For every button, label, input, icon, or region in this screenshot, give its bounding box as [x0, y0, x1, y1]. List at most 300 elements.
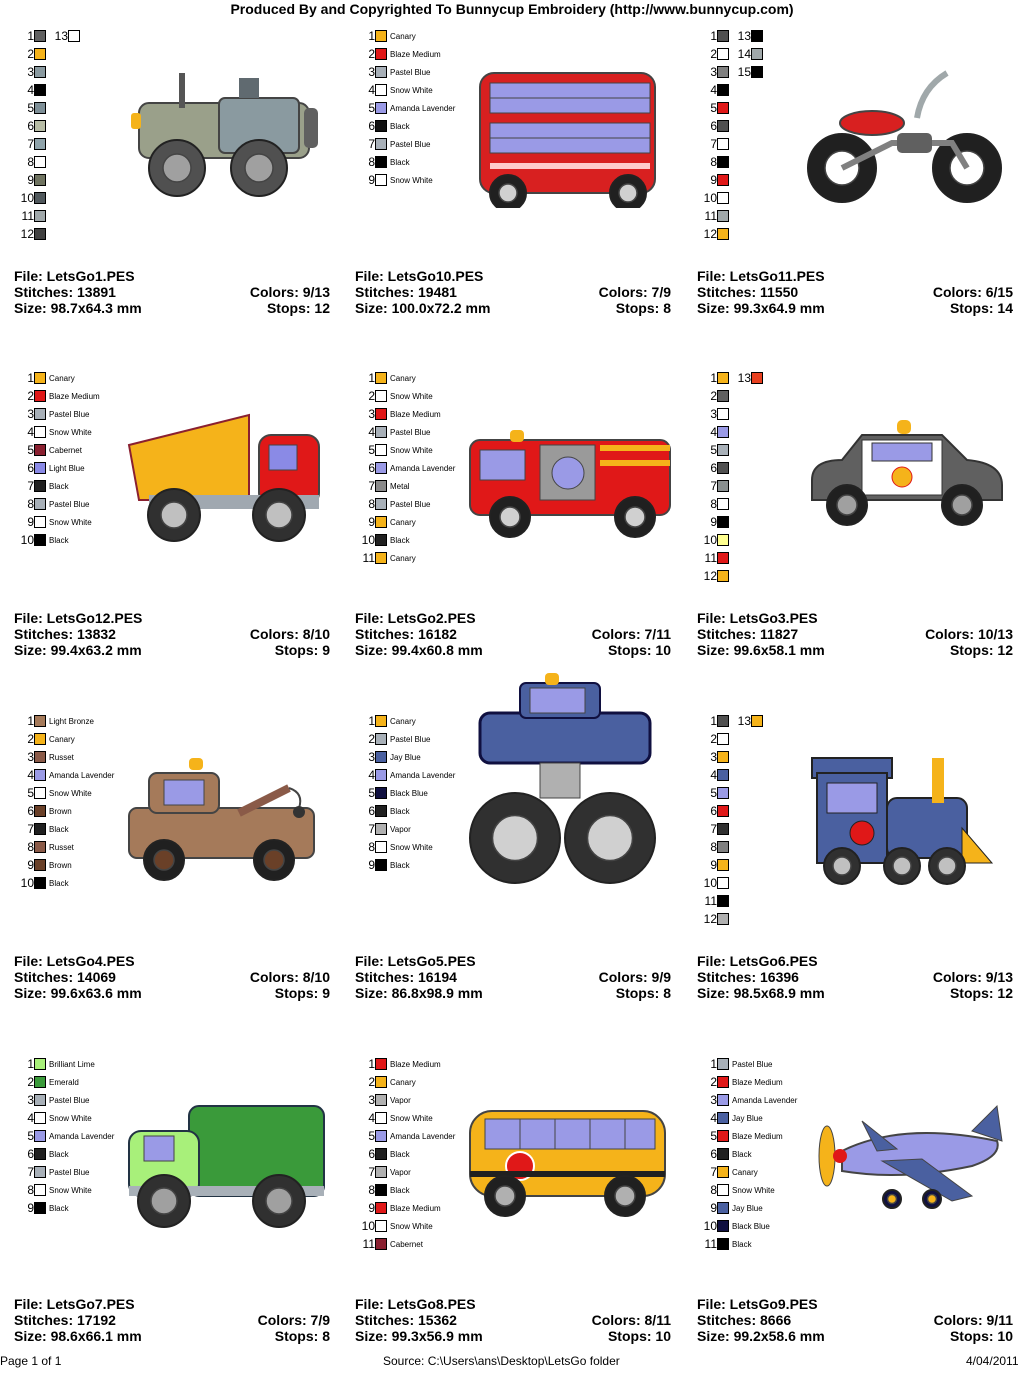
swatch-number: 11 — [21, 209, 34, 223]
swatch-color — [375, 1220, 387, 1232]
swatch-number: 9 — [368, 858, 375, 872]
swatch-thread-name: Black — [390, 535, 410, 545]
swatch-thread-name: Snow White — [390, 391, 433, 401]
color-swatch-row — [695, 713, 729, 729]
color-swatch-row — [695, 64, 729, 80]
design-info — [14, 268, 344, 316]
color-swatch-row — [695, 478, 729, 494]
swatch-thread-name: Light Bronze — [49, 716, 94, 726]
design-card — [355, 28, 685, 358]
color-swatch-row — [12, 749, 74, 765]
color-swatch-row — [353, 496, 430, 512]
swatch-color — [717, 1238, 729, 1250]
swatch-color — [717, 859, 729, 871]
swatch-color — [34, 156, 46, 168]
color-swatch-row — [353, 1074, 416, 1090]
swatch-number: 7 — [710, 1165, 717, 1179]
color-swatch-row — [12, 460, 85, 476]
color-swatch-row — [729, 64, 763, 80]
swatch-thread-name: Amanda Lavender — [732, 1095, 798, 1105]
swatch-color — [375, 48, 387, 60]
swatch-number: 9 — [710, 1201, 717, 1215]
swatch-thread-name: Snow White — [49, 1113, 92, 1123]
design-preview-image — [119, 748, 334, 898]
swatch-number: 1 — [710, 714, 717, 728]
swatch-color — [717, 751, 729, 763]
swatch-color — [375, 390, 387, 402]
swatch-number: 6 — [710, 1147, 717, 1161]
swatch-number: 6 — [27, 804, 34, 818]
design-size: Size: 99.6x58.1 mm — [697, 642, 825, 658]
swatch-color — [34, 408, 46, 420]
swatch-color — [375, 408, 387, 420]
swatch-color — [34, 462, 46, 474]
swatch-number: 1 — [368, 29, 375, 43]
swatch-number: 7 — [710, 137, 717, 151]
swatch-color — [34, 48, 46, 60]
color-swatch-row — [353, 767, 455, 783]
swatch-number: 13 — [54, 29, 68, 43]
color-swatch-row — [353, 442, 433, 458]
swatch-color — [375, 769, 387, 781]
swatch-thread-name: Black — [49, 824, 69, 834]
swatch-thread-name: Black — [390, 860, 410, 870]
color-swatch-row — [12, 406, 89, 422]
swatch-color — [34, 174, 46, 186]
footer-page: Page 1 of 1 — [0, 1354, 62, 1368]
design-info — [697, 610, 1024, 658]
swatch-color — [375, 1184, 387, 1196]
color-swatch-row — [12, 442, 82, 458]
swatch-color — [717, 444, 729, 456]
stop-count: Stops: 12 — [949, 642, 1013, 658]
swatch-number: 6 — [27, 1147, 34, 1161]
swatch-thread-name: Snow White — [390, 85, 433, 95]
swatch-color — [34, 444, 46, 456]
swatch-thread-name: Black — [49, 1149, 69, 1159]
color-swatch-row — [695, 1200, 763, 1216]
swatch-number: 4 — [27, 768, 34, 782]
swatch-color — [717, 210, 729, 222]
swatch-number: 9 — [710, 858, 717, 872]
swatch-color — [717, 733, 729, 745]
swatch-color — [375, 805, 387, 817]
stitch-count: Stitches: 16182 — [355, 626, 457, 642]
swatch-thread-name: Pastel Blue — [390, 427, 431, 437]
color-count: Colors: 9/13 — [932, 969, 1013, 985]
color-count: Colors: 7/11 — [591, 626, 671, 642]
color-swatch-row — [353, 731, 430, 747]
file-name: File: LetsGo6.PES — [697, 953, 818, 969]
color-swatch-row — [695, 406, 729, 422]
swatch-thread-name: Snow White — [390, 175, 433, 185]
swatch-number: 14 — [737, 47, 751, 61]
swatch-thread-name: Black — [49, 481, 69, 491]
swatch-color — [717, 805, 729, 817]
color-swatch-row — [12, 1074, 79, 1090]
color-swatch-row — [12, 136, 46, 152]
color-swatch-row — [695, 893, 729, 909]
color-swatch-row — [695, 767, 729, 783]
swatch-color — [34, 733, 46, 745]
color-swatch-row — [695, 46, 729, 62]
swatch-color — [717, 715, 729, 727]
swatch-color — [34, 210, 46, 222]
swatch-number: 13 — [737, 29, 751, 43]
color-swatch-row — [353, 821, 411, 837]
swatch-color — [34, 228, 46, 240]
swatch-color — [34, 769, 46, 781]
swatch-thread-name: Blaze Medium — [390, 409, 441, 419]
swatch-color — [375, 751, 387, 763]
color-swatch-row — [695, 532, 729, 548]
swatch-number: 8 — [368, 155, 375, 169]
swatch-thread-name: Snow White — [49, 427, 92, 437]
swatch-number: 9 — [710, 173, 717, 187]
color-swatch-row — [695, 550, 729, 566]
color-swatch-row — [695, 839, 729, 855]
swatch-number: 7 — [27, 137, 34, 151]
swatch-number: 10 — [703, 876, 717, 890]
swatch-color — [34, 390, 46, 402]
swatch-color — [375, 138, 387, 150]
stop-count: Stops: 10 — [607, 1328, 671, 1344]
swatch-color — [751, 715, 763, 727]
color-swatch-row — [12, 857, 72, 873]
swatch-thread-name: Black — [390, 806, 410, 816]
stop-count: Stops: 9 — [274, 985, 330, 1001]
design-card — [14, 28, 344, 358]
swatch-color — [375, 480, 387, 492]
design-size: Size: 99.4x63.2 mm — [14, 642, 142, 658]
color-swatch-row — [353, 785, 428, 801]
swatch-number: 12 — [703, 569, 717, 583]
color-count: Colors: 6/15 — [932, 284, 1013, 300]
design-preview-image — [802, 748, 1017, 898]
swatch-thread-name: Canary — [390, 716, 416, 726]
swatch-number: 7 — [368, 1165, 375, 1179]
color-swatch-row — [12, 767, 114, 783]
swatch-number: 12 — [703, 912, 717, 926]
color-swatch-row — [695, 1182, 775, 1198]
color-swatch-row — [12, 64, 46, 80]
swatch-thread-name: Snow White — [49, 517, 92, 527]
color-swatch-row — [353, 154, 410, 170]
color-swatch-row — [353, 82, 433, 98]
swatch-color — [34, 823, 46, 835]
swatch-thread-name: Black — [49, 1203, 69, 1213]
file-name: File: LetsGo8.PES — [355, 1296, 476, 1312]
color-swatch-row — [12, 839, 74, 855]
swatch-color — [717, 120, 729, 132]
design-preview-image — [802, 405, 1017, 555]
swatch-color — [751, 66, 763, 78]
swatch-thread-name: Blaze Medium — [49, 391, 100, 401]
color-swatch-row — [695, 442, 729, 458]
swatch-thread-name: Canary — [732, 1167, 758, 1177]
swatch-number: 7 — [710, 479, 717, 493]
swatch-color — [375, 552, 387, 564]
swatch-color — [717, 408, 729, 420]
swatch-color — [34, 751, 46, 763]
swatch-number: 4 — [710, 768, 717, 782]
file-name: File: LetsGo2.PES — [355, 610, 476, 626]
design-size: Size: 99.2x58.6 mm — [697, 1328, 825, 1344]
color-swatch-row — [695, 388, 729, 404]
swatch-number: 10 — [361, 533, 375, 547]
swatch-color — [34, 1184, 46, 1196]
swatch-color — [375, 444, 387, 456]
color-swatch-row — [353, 1146, 410, 1162]
color-swatch-row — [729, 28, 763, 44]
color-swatch-row — [353, 388, 433, 404]
swatch-color — [751, 372, 763, 384]
design-preview-image — [802, 63, 1017, 213]
swatch-number: 6 — [27, 461, 34, 475]
file-name: File: LetsGo11.PES — [697, 268, 825, 284]
swatch-number: 13 — [737, 714, 751, 728]
design-size: Size: 99.6x63.6 mm — [14, 985, 142, 1001]
swatch-color — [375, 859, 387, 871]
swatch-thread-name: Snow White — [390, 1221, 433, 1231]
color-swatch-row — [695, 226, 729, 242]
swatch-color — [34, 1094, 46, 1106]
stitch-count: Stitches: 16194 — [355, 969, 457, 985]
color-count: Colors: 7/9 — [598, 284, 671, 300]
swatch-color — [34, 1112, 46, 1124]
swatch-number: 8 — [710, 1183, 717, 1197]
color-swatch-row — [353, 803, 410, 819]
swatch-color — [34, 1130, 46, 1142]
color-swatch-row — [12, 875, 69, 891]
swatch-number: 3 — [710, 750, 717, 764]
design-card — [697, 370, 1024, 700]
swatch-color — [717, 895, 729, 907]
swatch-thread-name: Emerald — [49, 1077, 79, 1087]
swatch-thread-name: Jay Blue — [732, 1203, 763, 1213]
design-info — [697, 953, 1024, 1001]
file-name: File: LetsGo7.PES — [14, 1296, 135, 1312]
design-preview-image — [119, 1091, 334, 1241]
swatch-thread-name: Pastel Blue — [49, 1095, 90, 1105]
swatch-number: 3 — [27, 750, 34, 764]
design-card — [14, 713, 344, 1043]
swatch-color — [375, 516, 387, 528]
swatch-thread-name: Brown — [49, 806, 72, 816]
color-swatch-row — [695, 821, 729, 837]
swatch-thread-name: Amanda Lavender — [390, 463, 456, 473]
swatch-thread-name: Blaze Medium — [732, 1131, 783, 1141]
color-swatch-row — [695, 1236, 752, 1252]
swatch-number: 2 — [27, 1075, 34, 1089]
swatch-thread-name: Pastel Blue — [390, 67, 431, 77]
swatch-color — [375, 787, 387, 799]
color-count: Colors: 8/10 — [249, 626, 330, 642]
swatch-number: 9 — [27, 858, 34, 872]
file-name: File: LetsGo1.PES — [14, 268, 135, 284]
swatch-number: 2 — [368, 732, 375, 746]
stop-count: Stops: 14 — [949, 300, 1013, 316]
color-count: Colors: 7/9 — [257, 1312, 330, 1328]
swatch-color — [34, 534, 46, 546]
color-swatch-row — [353, 857, 410, 873]
swatch-number: 5 — [27, 101, 34, 115]
color-swatch-row — [12, 208, 46, 224]
color-swatch-row — [729, 713, 763, 729]
color-swatch-row — [353, 550, 416, 566]
swatch-color — [717, 1220, 729, 1232]
swatch-number: 8 — [368, 1183, 375, 1197]
swatch-number: 3 — [27, 65, 34, 79]
design-preview-image — [119, 405, 334, 555]
design-info — [14, 610, 344, 658]
swatch-number: 3 — [710, 65, 717, 79]
swatch-number: 8 — [710, 155, 717, 169]
swatch-color — [34, 426, 46, 438]
swatch-color — [34, 480, 46, 492]
swatch-color — [34, 805, 46, 817]
swatch-number: 5 — [27, 1129, 34, 1143]
design-size: Size: 99.3x64.9 mm — [697, 300, 825, 316]
swatch-thread-name: Canary — [390, 31, 416, 41]
swatch-color — [375, 715, 387, 727]
swatch-number: 7 — [710, 822, 717, 836]
color-swatch-row — [12, 370, 75, 386]
color-swatch-row — [729, 46, 763, 62]
swatch-thread-name: Black — [732, 1239, 752, 1249]
color-swatch-row — [353, 1182, 410, 1198]
stop-count: Stops: 10 — [949, 1328, 1013, 1344]
swatch-color — [717, 534, 729, 546]
swatch-color — [717, 390, 729, 402]
color-swatch-row — [695, 514, 729, 530]
color-swatch-row — [695, 803, 729, 819]
design-card — [14, 1056, 344, 1386]
swatch-number: 2 — [710, 1075, 717, 1089]
color-swatch-row — [695, 1146, 752, 1162]
swatch-color — [717, 1130, 729, 1142]
swatch-color — [375, 462, 387, 474]
swatch-thread-name: Canary — [49, 734, 75, 744]
swatch-number: 2 — [710, 732, 717, 746]
color-swatch-row — [353, 1110, 433, 1126]
color-swatch-row — [12, 1128, 114, 1144]
color-swatch-row — [12, 1200, 69, 1216]
swatch-thread-name: Blaze Medium — [732, 1077, 783, 1087]
design-card — [697, 28, 1024, 358]
swatch-number: 6 — [368, 804, 375, 818]
design-preview-image — [119, 63, 334, 213]
swatch-number: 8 — [27, 497, 34, 511]
color-swatch-row — [12, 82, 46, 98]
stop-count: Stops: 9 — [274, 642, 330, 658]
swatch-color — [375, 372, 387, 384]
swatch-number: 3 — [27, 1093, 34, 1107]
swatch-thread-name: Black — [49, 535, 69, 545]
swatch-thread-name: Amanda Lavender — [390, 103, 456, 113]
swatch-number: 11 — [704, 551, 717, 565]
color-count: Colors: 8/10 — [249, 969, 330, 985]
swatch-thread-name: Snow White — [390, 445, 433, 455]
color-swatch-row — [695, 460, 729, 476]
swatch-number: 9 — [710, 515, 717, 529]
design-card — [14, 370, 344, 700]
swatch-number: 2 — [710, 47, 717, 61]
swatch-thread-name: Russet — [49, 752, 74, 762]
color-swatch-row — [353, 1218, 433, 1234]
color-count: Colors: 9/13 — [249, 284, 330, 300]
color-swatch-row — [695, 857, 729, 873]
swatch-thread-name: Pastel Blue — [732, 1059, 773, 1069]
stitch-count: Stitches: 13832 — [14, 626, 116, 642]
swatch-thread-name: Amanda Lavender — [49, 770, 115, 780]
design-info — [355, 268, 685, 316]
color-swatch-row — [353, 370, 416, 386]
swatch-number: 1 — [27, 371, 34, 385]
stop-count: Stops: 10 — [607, 642, 671, 658]
swatch-number: 5 — [710, 1129, 717, 1143]
swatch-color — [375, 1058, 387, 1070]
swatch-number: 4 — [710, 83, 717, 97]
swatch-number: 4 — [368, 1111, 375, 1125]
color-swatch-row — [12, 731, 75, 747]
color-swatch-row — [353, 1164, 411, 1180]
swatch-number: 3 — [710, 407, 717, 421]
swatch-color — [34, 787, 46, 799]
color-swatch-row — [12, 1164, 89, 1180]
color-swatch-row — [12, 1146, 69, 1162]
color-swatch-row — [695, 1164, 758, 1180]
swatch-color — [717, 552, 729, 564]
color-swatch-row — [12, 46, 46, 62]
stitch-count: Stitches: 11550 — [697, 284, 799, 300]
swatch-color — [717, 372, 729, 384]
design-size: Size: 99.4x60.8 mm — [355, 642, 483, 658]
stop-count: Stops: 8 — [274, 1328, 330, 1344]
swatch-thread-name: Cabernet — [49, 445, 82, 455]
swatch-number: 2 — [368, 389, 375, 403]
color-count: Colors: 9/9 — [598, 969, 671, 985]
color-swatch-row — [695, 100, 729, 116]
color-count: Colors: 9/11 — [933, 1312, 1013, 1328]
footer-date: 4/04/2011 — [966, 1354, 1019, 1368]
swatch-color — [34, 372, 46, 384]
swatch-color — [717, 426, 729, 438]
stitch-count: Stitches: 16396 — [697, 969, 799, 985]
color-swatch-row — [12, 532, 69, 548]
swatch-color — [375, 1166, 387, 1178]
swatch-number: 6 — [710, 119, 717, 133]
color-swatch-row — [12, 821, 69, 837]
swatch-thread-name: Snow White — [49, 1185, 92, 1195]
swatch-color — [34, 1076, 46, 1088]
color-swatch-row — [12, 496, 89, 512]
color-count: Colors: 10/13 — [925, 626, 1013, 642]
swatch-color — [717, 1166, 729, 1178]
swatch-number: 9 — [27, 173, 34, 187]
swatch-number: 12 — [703, 227, 717, 241]
color-swatch-row — [353, 172, 433, 188]
color-swatch-row — [695, 1056, 772, 1072]
color-swatch-row — [353, 749, 421, 765]
swatch-number: 3 — [368, 750, 375, 764]
swatch-number: 13 — [737, 371, 751, 385]
color-swatch-row — [695, 568, 729, 584]
swatch-color — [717, 1184, 729, 1196]
color-swatch-row — [12, 803, 72, 819]
swatch-color — [717, 787, 729, 799]
swatch-color — [375, 498, 387, 510]
